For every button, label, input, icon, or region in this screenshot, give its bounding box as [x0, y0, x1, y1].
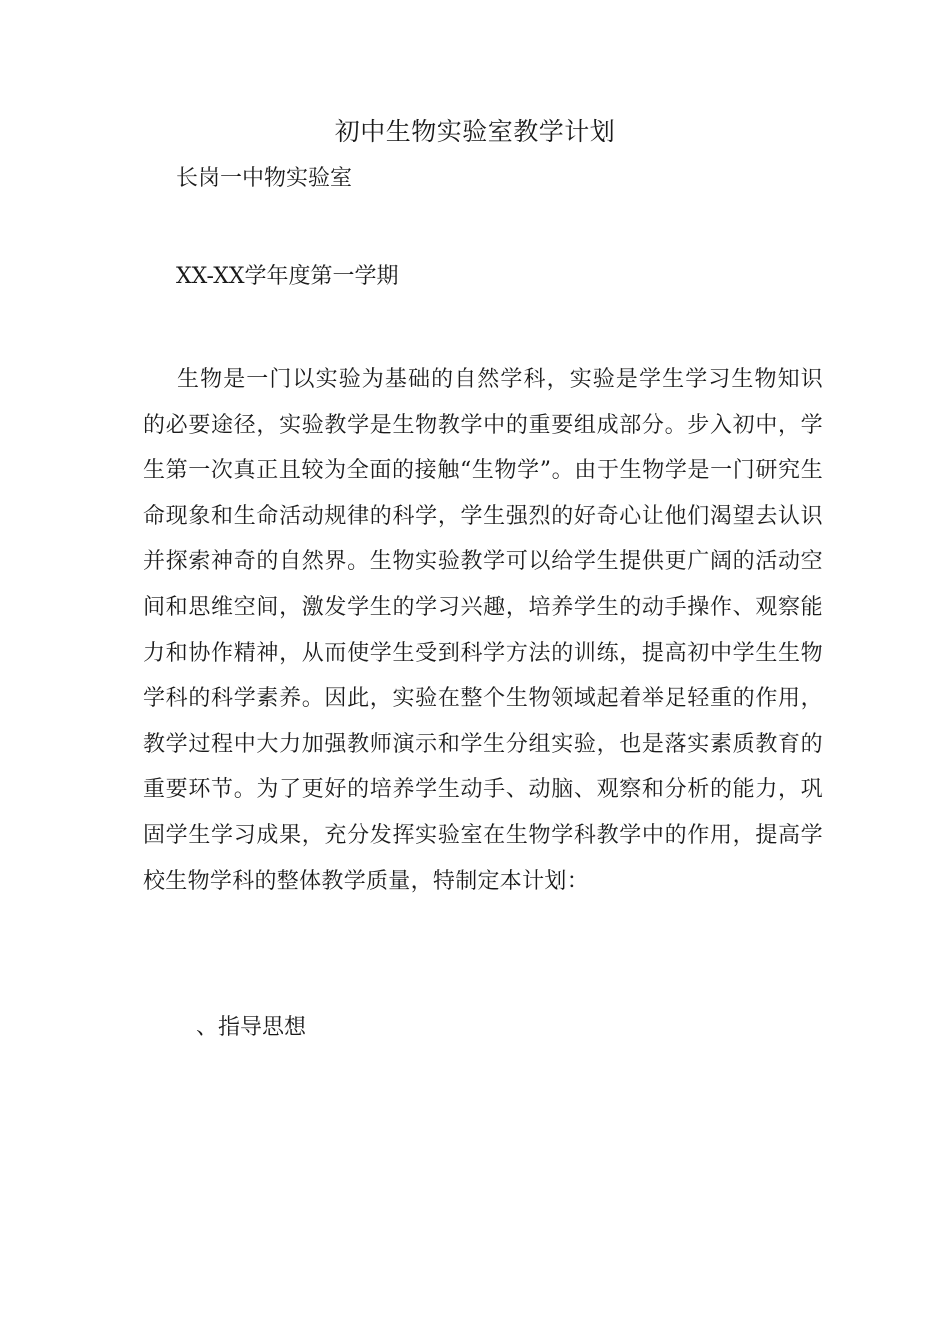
organization-name: 长岗一中物实验室	[176, 166, 353, 191]
section-heading: 、指导思想	[196, 1015, 307, 1040]
intro-paragraph: 生物是一门以实验为基础的自然学科，实验是学生学习生物知识的必要途径，实验教学是生物教学中的重要组成部分。步入初中，学生第一次真正且较为全面的接触“生物学”。由于生物学是一门研究生命现象和生命活动规律的科学，学生强烈的好奇心让他们渴望去认识并探索神奇的自然界。生物实验教学可以给学生提供更广阔的活动空间和思维空间，激发学生的学习兴趣，培养学生的动手操作、观察能力和协作精神，从而使学生受到科学方法的训练，提高初中学生生物学科的科学素养。因此，实验在整个生物领域起着举足轻重的作用，教学过程中大力加强教师演示和学生分组实验，也是落实素质教育的重要环节。为了更好的培养学生动手、动脑、观察和分析的能力，巩固学生学习成果，充分发挥实验室在生物学科教学中的作用，提高学校生物学科的整体教学质量，特制定本计划：	[143, 367, 823, 894]
document-title: 初中生物实验室教学计划	[334, 117, 616, 146]
academic-term: XX-XX学年度第一学期	[176, 264, 399, 289]
